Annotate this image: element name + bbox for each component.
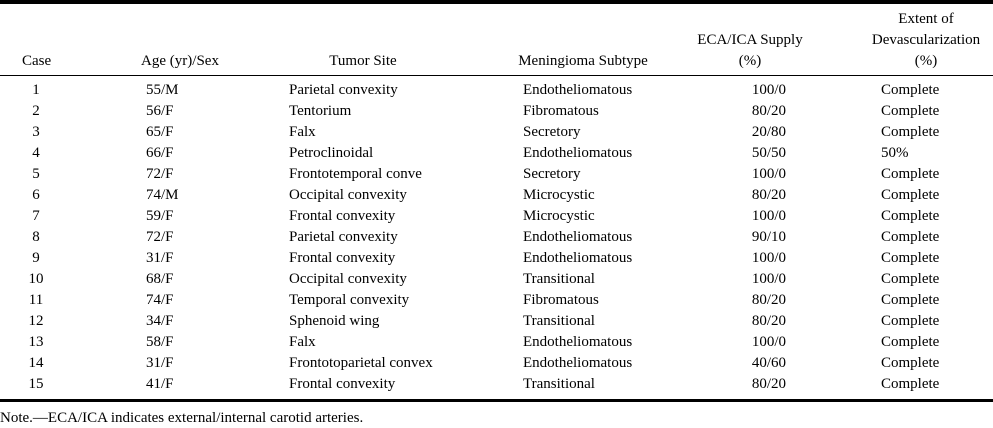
table-row <box>0 311 993 332</box>
cell-tumor-site: Falx <box>289 124 316 140</box>
header-rule <box>0 75 993 76</box>
table-row <box>0 206 993 227</box>
cell-supply: 50/50 <box>751 145 786 161</box>
cell-case: 10 <box>28 271 44 287</box>
cell-age-sex: 72/F <box>146 229 174 245</box>
cell-subtype: Fibromatous <box>523 292 599 308</box>
cell-age-sex: 68/F <box>146 271 174 287</box>
header-extent <box>862 9 990 72</box>
cell-supply: 80/20 <box>751 376 786 392</box>
header-subtype <box>508 51 658 72</box>
cell-tumor-site: Frontotoparietal convex <box>289 355 433 371</box>
cell-tumor-site: Frontal convexity <box>289 208 396 224</box>
cell-supply: 90/10 <box>751 229 786 245</box>
table-note: Note.—ECA/ICA indicates external/internal carotid arteries. <box>0 410 364 426</box>
cell-case: 1 <box>32 82 40 98</box>
header-supply-line2: (%) <box>738 53 762 69</box>
cell-subtype: Transitional <box>523 271 595 287</box>
cell-subtype: Endotheliomatous <box>523 250 633 266</box>
cell-age-sex: 72/F <box>146 166 174 182</box>
cell-subtype: Transitional <box>523 376 595 392</box>
cell-case: 4 <box>32 145 40 161</box>
cell-extent: Complete <box>881 313 940 329</box>
cell-subtype: Microcystic <box>523 187 595 203</box>
cell-supply: 80/20 <box>751 313 786 329</box>
cell-case: 3 <box>32 124 40 140</box>
cell-supply: 40/60 <box>751 355 786 371</box>
cell-tumor-site: Frontal convexity <box>289 250 396 266</box>
table-row <box>0 164 993 185</box>
cell-subtype: Transitional <box>523 313 595 329</box>
cell-age-sex: 74/M <box>146 187 179 203</box>
cell-subtype: Secretory <box>523 124 581 140</box>
cell-supply: 100/0 <box>751 271 786 287</box>
cell-extent: Complete <box>881 103 940 119</box>
header-case <box>22 51 50 72</box>
cell-supply: 100/0 <box>751 82 786 98</box>
cell-age-sex: 65/F <box>146 124 174 140</box>
cell-age-sex: 59/F <box>146 208 174 224</box>
cell-tumor-site: Temporal convexity <box>289 292 410 308</box>
cell-extent: Complete <box>881 271 940 287</box>
cell-tumor-site: Frontal convexity <box>289 376 396 392</box>
cell-case: 14 <box>28 355 44 371</box>
cell-age-sex: 55/M <box>146 82 179 98</box>
cell-case: 12 <box>28 313 44 329</box>
cell-extent: Complete <box>881 355 940 371</box>
cell-tumor-site: Occipital convexity <box>289 271 407 287</box>
cell-extent: Complete <box>881 376 940 392</box>
cell-supply: 100/0 <box>751 208 786 224</box>
cell-supply: 20/80 <box>751 124 786 140</box>
cell-tumor-site: Parietal convexity <box>289 82 398 98</box>
table-row <box>0 269 993 290</box>
header-supply <box>697 30 803 72</box>
cell-subtype: Microcystic <box>523 208 595 224</box>
table-row <box>0 101 993 122</box>
cell-case: 9 <box>32 250 40 266</box>
cell-extent: Complete <box>881 292 940 308</box>
cell-subtype: Endotheliomatous <box>523 355 633 371</box>
header-age-sex <box>132 51 228 72</box>
table-bottom-rule <box>0 399 993 402</box>
cell-extent: Complete <box>881 166 940 182</box>
header-extent-line2: Devascularization <box>871 32 981 48</box>
cell-subtype: Endotheliomatous <box>523 334 633 350</box>
cell-case: 2 <box>32 103 40 119</box>
cell-case: 5 <box>32 166 40 182</box>
header-tumor-site-label: Tumor Site <box>329 53 397 69</box>
cell-tumor-site: Falx <box>289 334 316 350</box>
cell-extent: Complete <box>881 208 940 224</box>
cell-age-sex: 74/F <box>146 292 174 308</box>
table-row <box>0 227 993 248</box>
cell-subtype: Endotheliomatous <box>523 145 633 161</box>
cell-subtype: Endotheliomatous <box>523 229 633 245</box>
cell-age-sex: 34/F <box>146 313 174 329</box>
cell-case: 7 <box>32 208 40 224</box>
table-row <box>0 353 993 374</box>
cell-age-sex: 31/F <box>146 250 174 266</box>
cell-age-sex: 58/F <box>146 334 174 350</box>
cell-tumor-site: Frontotemporal conve <box>289 166 422 182</box>
cell-subtype: Fibromatous <box>523 103 599 119</box>
cell-tumor-site: Petroclinoidal <box>289 145 374 161</box>
cell-supply: 80/20 <box>751 103 786 119</box>
cell-extent: Complete <box>881 82 940 98</box>
header-subtype-label: Meningioma Subtype <box>518 53 648 69</box>
cell-extent: Complete <box>881 250 940 266</box>
header-tumor-site <box>313 51 413 72</box>
table-row <box>0 143 993 164</box>
table-top-rule <box>0 0 993 4</box>
cell-age-sex: 41/F <box>146 376 174 392</box>
table-row <box>0 290 993 311</box>
cell-tumor-site: Occipital convexity <box>289 187 407 203</box>
table-row <box>0 80 993 101</box>
table-row <box>0 248 993 269</box>
cell-case: 8 <box>32 229 40 245</box>
cell-case: 13 <box>28 334 44 350</box>
header-supply-line1: ECA/ICA Supply <box>697 32 803 48</box>
cell-supply: 80/20 <box>751 292 786 308</box>
table-row <box>0 122 993 143</box>
cell-subtype: Endotheliomatous <box>523 82 633 98</box>
cell-tumor-site: Parietal convexity <box>289 229 398 245</box>
header-case-label: Case <box>22 53 52 69</box>
cell-tumor-site: Tentorium <box>289 103 352 119</box>
cell-extent: Complete <box>881 124 940 140</box>
cell-tumor-site: Sphenoid wing <box>289 313 380 329</box>
cell-case: 11 <box>28 292 44 308</box>
cell-age-sex: 56/F <box>146 103 174 119</box>
cell-case: 15 <box>28 376 44 392</box>
cell-extent: Complete <box>881 229 940 245</box>
cell-age-sex: 66/F <box>146 145 174 161</box>
cell-supply: 100/0 <box>751 250 786 266</box>
cell-subtype: Secretory <box>523 166 581 182</box>
cell-supply: 100/0 <box>751 334 786 350</box>
cell-extent: 50% <box>881 145 909 161</box>
cell-case: 6 <box>32 187 40 203</box>
cell-extent: Complete <box>881 187 940 203</box>
header-extent-line3: (%) <box>914 53 938 69</box>
cell-age-sex: 31/F <box>146 355 174 371</box>
table-row <box>0 332 993 353</box>
cell-supply: 100/0 <box>751 166 786 182</box>
cell-extent: Complete <box>881 334 940 350</box>
header-age-sex-label: Age (yr)/Sex <box>141 53 219 69</box>
table-row <box>0 374 993 395</box>
cell-supply: 80/20 <box>751 187 786 203</box>
table-row <box>0 185 993 206</box>
header-extent-line1: Extent of <box>898 11 954 27</box>
